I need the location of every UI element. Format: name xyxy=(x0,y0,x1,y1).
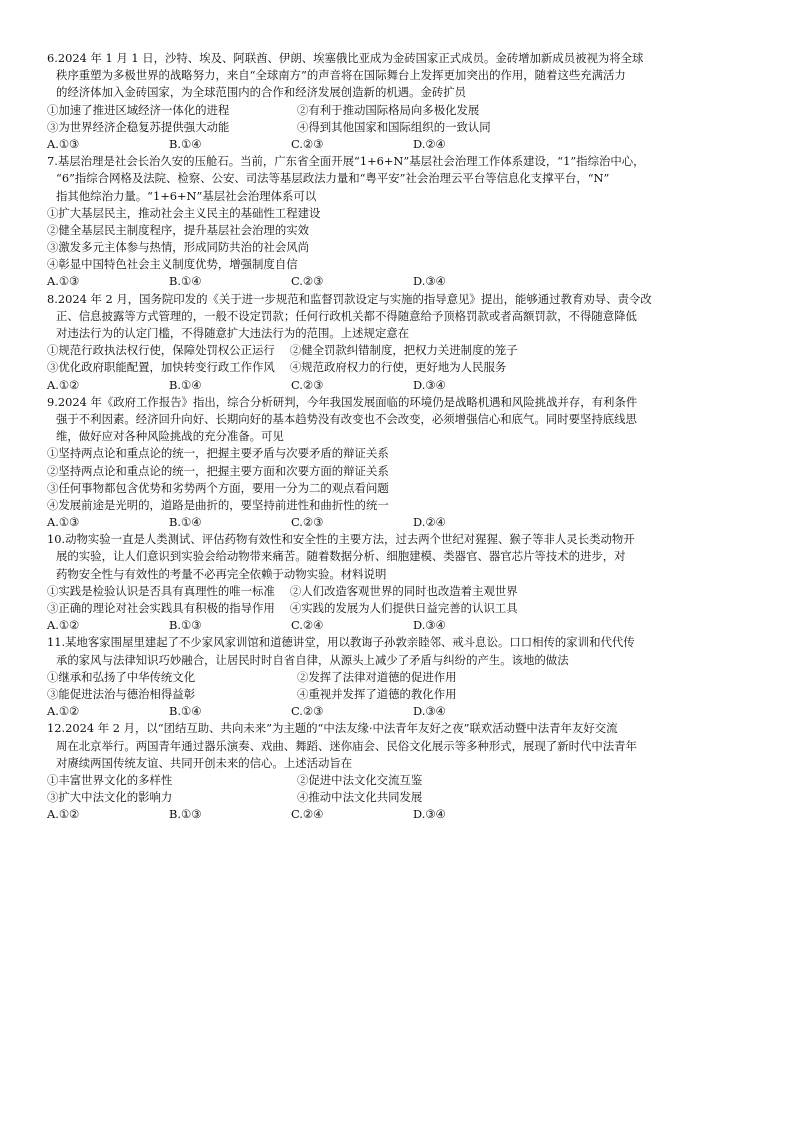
statement-item: ②促进中法文化交流互鉴 xyxy=(297,772,423,787)
statement-item: ①扩大基层民主，推动社会主义民主的基础性工程建设 xyxy=(47,205,321,220)
answer-option: D.③④ xyxy=(413,377,446,392)
answer-option: A.①③ xyxy=(47,136,80,151)
question-stem-line: 的经济体加入金砖国家，为全球范围内的合作和经济发展创造新的机遇。金砖扩员 xyxy=(56,85,467,100)
answer-option: B.①④ xyxy=(169,377,202,392)
question-stem-line: 维，做好应对各种风险挑战的充分准备。可见 xyxy=(56,429,284,444)
statement-item: ①实践是检验认识是否具有真理性的唯一标准 ②人们改造客观世界的同时也改造着主观世界 xyxy=(47,583,518,598)
statement-item: ②坚持两点论和重点论的统一，把握主要方面和次要方面的辩证关系 xyxy=(47,463,389,478)
answer-option: C.②③ xyxy=(291,136,324,151)
statement-item: ④发展前途是光明的，道路是曲折的，要坚持前进性和曲折性的统一 xyxy=(47,497,389,512)
answer-option: C.②③ xyxy=(291,515,324,530)
answer-options xyxy=(47,806,747,823)
question-stem-line: 对违法行为的认定门槛，不得随意扩大违法行为的范围。上述规定意在 xyxy=(56,326,410,340)
statement-row xyxy=(47,205,747,222)
question-stem-line: 指其他综治力量。“1+6+N”基层社会治理体系可以 xyxy=(56,188,317,203)
statement-row xyxy=(47,497,747,514)
answer-option: D.③④ xyxy=(413,704,446,719)
statement-row xyxy=(47,119,747,136)
answer-option: B.①④ xyxy=(169,136,202,151)
question-stem-line: 7.基层治理是社会长治久安的压舱石。当前，广东省全面开展“1+6+N”基层社会治理工作体系建设，“1”指综治中心， xyxy=(47,154,645,169)
question-stem-line: 药物安全性与有效性的考量不必再完全依赖于动物实验。材料说明 xyxy=(56,566,387,581)
answer-option: A.①② xyxy=(47,618,80,633)
question-stem-line: 承的家风与法律知识巧妙融合，让居民时时自省自律，从源头上减少了矛盾与纠纷的产生。该地的做法 xyxy=(56,652,569,667)
answer-option: D.②④ xyxy=(413,136,446,151)
statement-row xyxy=(47,222,747,239)
statement-row xyxy=(47,342,747,359)
statement-item: ①继承和弘扬了中华传统文化 xyxy=(47,669,196,684)
statement-row xyxy=(47,256,747,273)
question-block xyxy=(47,531,747,634)
question-stem-line: 11.某地客家围屋里建起了不少家风家训馆和道德讲堂，用以教诲子孙敦亲睦邻、戒斗息讼。口口相传的家训和代代传 xyxy=(47,635,635,650)
answer-option: D.②④ xyxy=(413,515,446,530)
statement-row xyxy=(47,359,747,376)
answer-option: A.①② xyxy=(47,704,80,719)
statement-row xyxy=(47,772,747,789)
exam-page xyxy=(47,50,747,823)
question-block xyxy=(47,394,747,532)
question-block xyxy=(47,50,747,153)
answer-option: B.①④ xyxy=(169,515,202,530)
statement-item: ③扩大中法文化的影响力 xyxy=(47,790,173,805)
answer-options xyxy=(47,273,747,290)
answer-options xyxy=(47,617,747,634)
statement-row xyxy=(47,686,747,703)
question-stem-line: 展的实验，让人们意识到实验会给动物带来痛苦。随着数据分析、细胞建模、类器官、器官芯片等技术的进步，对 xyxy=(56,549,626,564)
question-block xyxy=(47,291,747,394)
question-stem-line: “6”指综合网格及法院、检察、公安、司法等基层政法力量和“粤平安”社会治理云平台等信息化支撑平台，“N” xyxy=(56,171,610,186)
question-stem-line: 强于不利因素。经济回升向好、长期向好的基本趋势没有改变也不会改变，必须增强信心和底气。同时要坚持底线思 xyxy=(56,411,637,426)
answer-option: A.①③ xyxy=(47,274,80,289)
answer-option: D.③④ xyxy=(413,618,446,633)
question-stem-line: 8.2024 年 2 月，国务院印发的《关于进一步规范和监督罚款设定与实施的指导意见》提出，能够通过教育劝导、责令改 xyxy=(47,291,652,306)
answer-option: B.①③ xyxy=(169,618,202,633)
question-stem-line: 12.2024 年 2 月，以“团结互助、共向未来”为主题的“中法友缘·中法青年友好之夜”联欢活动暨中法青年友好交流 xyxy=(47,721,618,736)
statement-item: ④彰显中国特色社会主义制度优势，增强制度自信 xyxy=(47,257,298,272)
statement-item: ③能促进法治与德治相得益彰 xyxy=(47,686,196,701)
statement-item: ①坚持两点论和重点论的统一，把握主要矛盾与次要矛盾的辩证关系 xyxy=(47,446,389,461)
answer-option: B.①④ xyxy=(169,274,202,289)
statement-row xyxy=(47,669,747,686)
statement-row xyxy=(47,789,747,806)
statement-item: ④得到其他国家和国际组织的一致认同 xyxy=(297,119,491,134)
statement-item: ④重视并发挥了道德的教化作用 xyxy=(297,686,457,701)
statement-item: ②健全基层民主制度程序，提升基层社会治理的实效 xyxy=(47,222,309,237)
answer-options xyxy=(47,377,747,394)
statement-row xyxy=(47,239,747,256)
question-stem-line: 10.动物实验一直是人类测试、评估药物有效性和安全性的主要方法，过去两个世纪对猩猩、猴子等非人灵长类动物开 xyxy=(47,532,635,547)
statement-row xyxy=(47,463,747,480)
answer-option: C.②③ xyxy=(291,274,324,289)
answer-options xyxy=(47,136,747,153)
question-stem-line: 正、信息披露等方式管理的，一般不设定罚款；任何行政机关都不得随意给予顶格罚款或者高额罚款，不得随意降低 xyxy=(56,308,637,323)
question-stem-line: 9.2024 年《政府工作报告》指出，综合分析研判，今年我国发展面临的环境仍是战略机遇和风险挑战并存，有利条件 xyxy=(47,394,638,409)
statement-item: ④推动中法文化共同发展 xyxy=(297,790,423,805)
answer-option: C.②③ xyxy=(291,377,324,392)
answer-option: A.①② xyxy=(47,377,80,392)
statement-item: ③为世界经济企稳复苏提供强大动能 xyxy=(47,119,230,134)
question-stem-line: 周在北京举行。两国青年通过器乐演奏、戏曲、舞蹈、迷你庙会、民俗文化展示等多种形式，展现了新时代中法青年 xyxy=(56,738,637,753)
answer-option: B.①④ xyxy=(169,704,202,719)
statement-item: ①加速了推进区域经济一体化的进程 xyxy=(47,102,230,117)
question-stem-line: 6.2024 年 1 月 1 日，沙特、埃及、阿联酋、伊朗、埃塞俄比亚成为金砖国家正式成员。金砖增加新成员被视为将全球 xyxy=(47,51,644,65)
statement-item: ③正确的理论对社会实践具有积极的指导作用 ④实践的发展为人们提供日益完善的认识工具 xyxy=(47,601,518,615)
answer-option: A.①② xyxy=(47,807,80,822)
statement-item: ②有利于推动国际格局向多极化发展 xyxy=(297,102,480,117)
answer-option: D.③④ xyxy=(413,274,446,289)
statement-item: ①规范行政执法权行使，保障处罚权公正运行 ②健全罚款纠错制度，把权力关进制度的笼子 xyxy=(47,343,518,358)
statement-row xyxy=(47,600,747,617)
statement-row xyxy=(47,102,747,119)
question-block xyxy=(47,634,747,720)
statement-row xyxy=(47,445,747,462)
statement-row xyxy=(47,480,747,497)
statement-item: ③任何事物都包含优势和劣势两个方面，要用一分为二的观点看问题 xyxy=(47,480,389,495)
statement-item: ①丰富世界文化的多样性 xyxy=(47,772,173,787)
answer-options xyxy=(47,514,747,531)
statement-item: ③优化政府职能配置，加快转变行政工作作风 ④规范政府权力的行使，更好地为人民服务 xyxy=(47,360,507,375)
question-stem-line: 秩序重塑为多极世界的战略努力，来自“全球南方”的声音将在国际舞台上发挥更加突出的作用，随着这些充满活力 xyxy=(56,68,626,83)
statement-row xyxy=(47,583,747,600)
answer-option: A.①③ xyxy=(47,515,80,530)
statement-item: ②发挥了法律对道德的促进作用 xyxy=(297,669,457,684)
answer-option: C.②③ xyxy=(291,704,324,719)
answer-option: C.②④ xyxy=(291,618,324,633)
question-block xyxy=(47,720,747,823)
answer-option: D.③④ xyxy=(413,807,446,822)
statement-item: ③激发多元主体参与热情，形成同防共治的社会风尚 xyxy=(47,240,309,255)
answer-option: C.②④ xyxy=(291,807,324,822)
question-block xyxy=(47,153,747,291)
answer-option: B.①③ xyxy=(169,807,202,822)
question-stem-line: 对赓续两国传统友谊、共同开创未来的信心。上述活动旨在 xyxy=(56,755,353,770)
answer-options xyxy=(47,703,747,720)
